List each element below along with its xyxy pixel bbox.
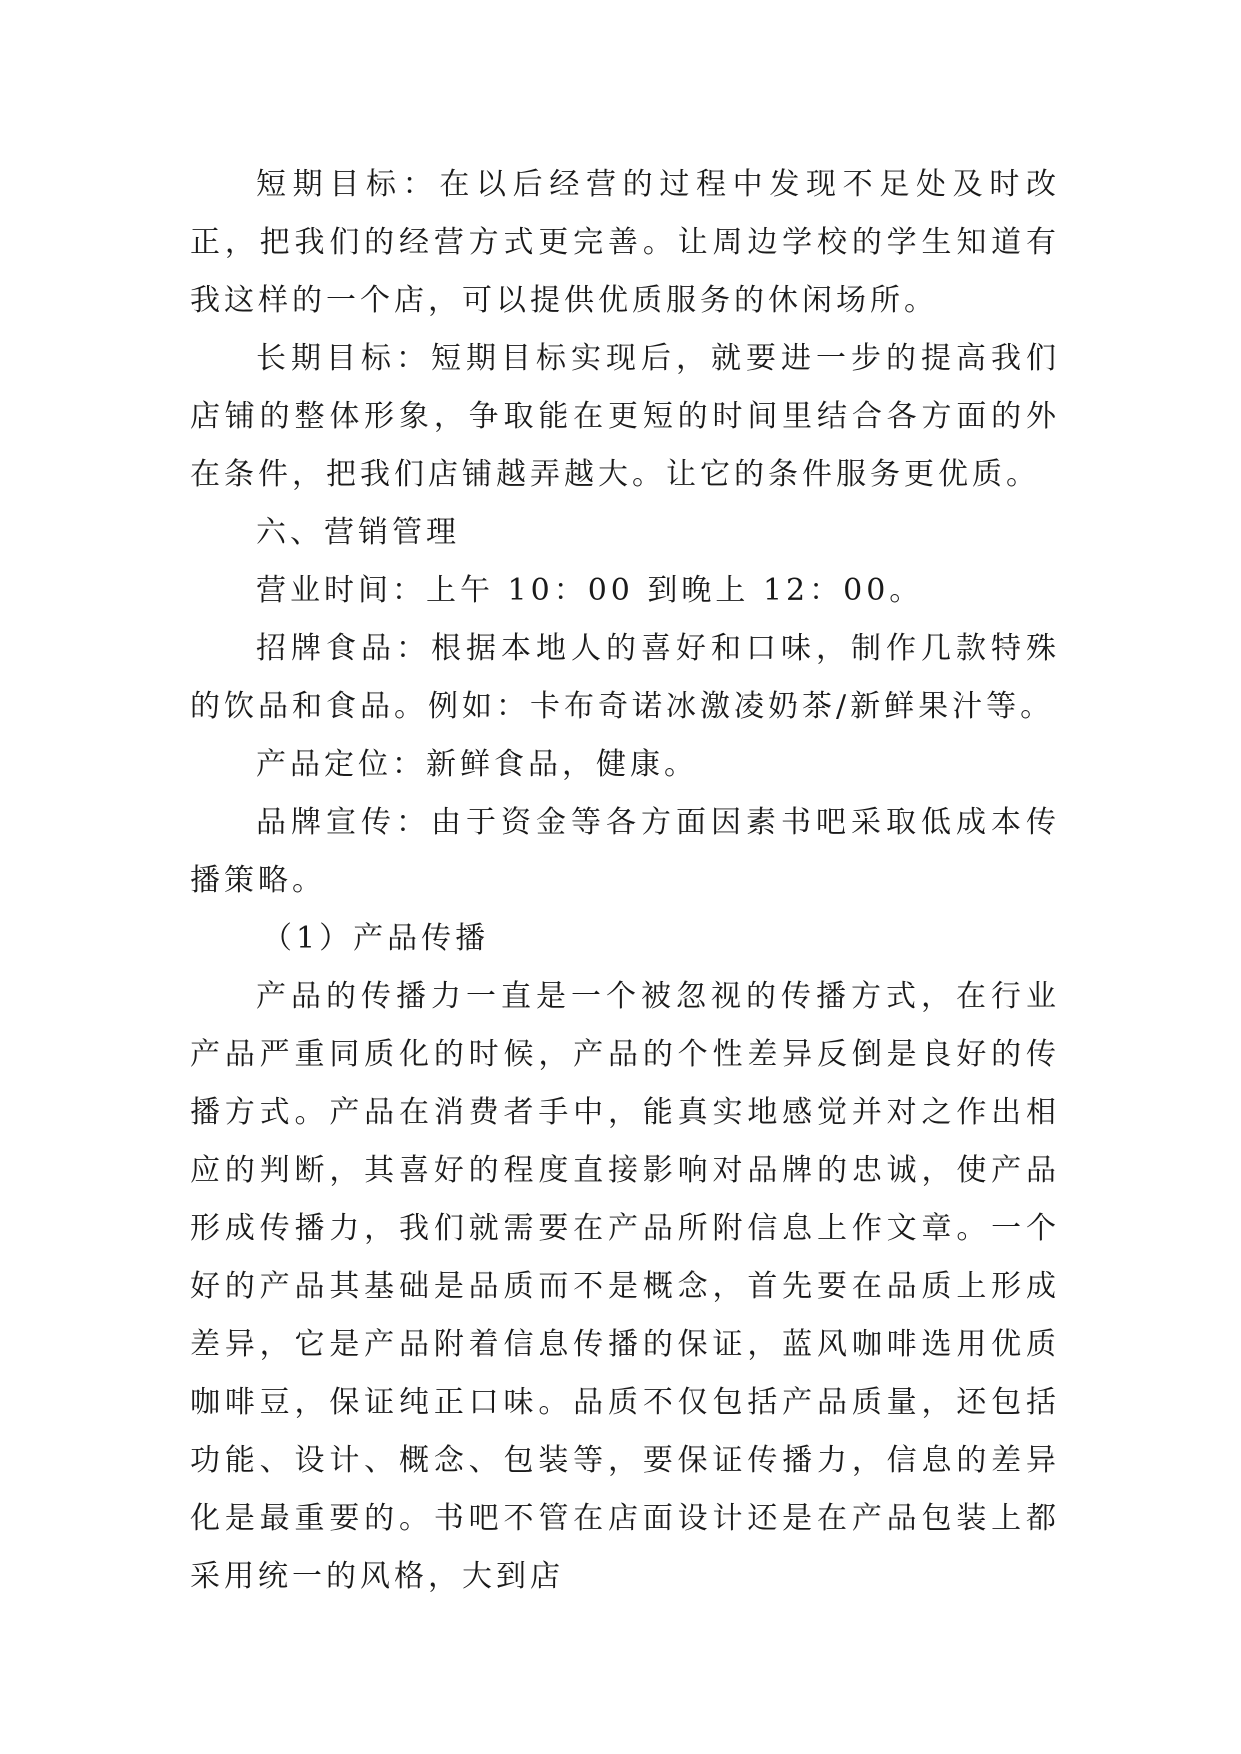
paragraph-brand-promotion: 品牌宣传：由于资金等各方面因素书吧采取低成本传播策略。 <box>190 805 1060 898</box>
paragraph-short-term-goal: 短期目标：在以后经营的过程中发现不足处及时改正，把我们的经营方式更完善。让周边学校的学生知道有我这样的一个店，可以提供优质服务的休闲场所。 <box>190 167 1060 318</box>
paragraph-signature-food: 招牌食品：根据本地人的喜好和口味，制作几款特殊的饮品和食品。例如：卡布奇诺冰激凌奶茶/新鲜果汁等。 <box>190 631 1060 724</box>
paragraph-long-term-goal: 长期目标：短期目标实现后，就要进一步的提高我们店铺的整体形象，争取能在更短的时间里结合各方面的外在条件，把我们店铺越弄越大。让它的条件服务更优质。 <box>190 341 1060 492</box>
document-body <box>190 156 1060 1606</box>
subheading-product-communication: （1）产品传播 <box>262 921 490 956</box>
section-heading-marketing: 六、营销管理 <box>256 515 460 550</box>
paragraph-business-hours: 营业时间：上午 10：00 到晚上 12：00。 <box>256 573 924 608</box>
paragraph-product-communication: 产品的传播力一直是一个被忽视的传播方式，在行业产品严重同质化的时候，产品的个性差异反倒是良好的传播方式。产品在消费者手中，能真实地感觉并对之作出相应的判断，其喜好的程度直接影响对品牌的忠诚，使产品形成传播力，我们就需要在产品所附信息上作文章。一个好的产品其基础是品质而不是概念，首先要在品质上形成差异，它是产品附着信息传播的保证，蓝风咖啡选用优质咖啡豆，保证纯正口味。品质不仅包括产品质量，还包括功能、设计、概念、包装等，要保证传播力，信息的差异化是最重要的。书吧不管在店面设计还是在产品包装上都采用统一的风格，大到店 <box>190 979 1060 1594</box>
paragraph-product-positioning: 产品定位：新鲜食品，健康。 <box>256 747 698 782</box>
